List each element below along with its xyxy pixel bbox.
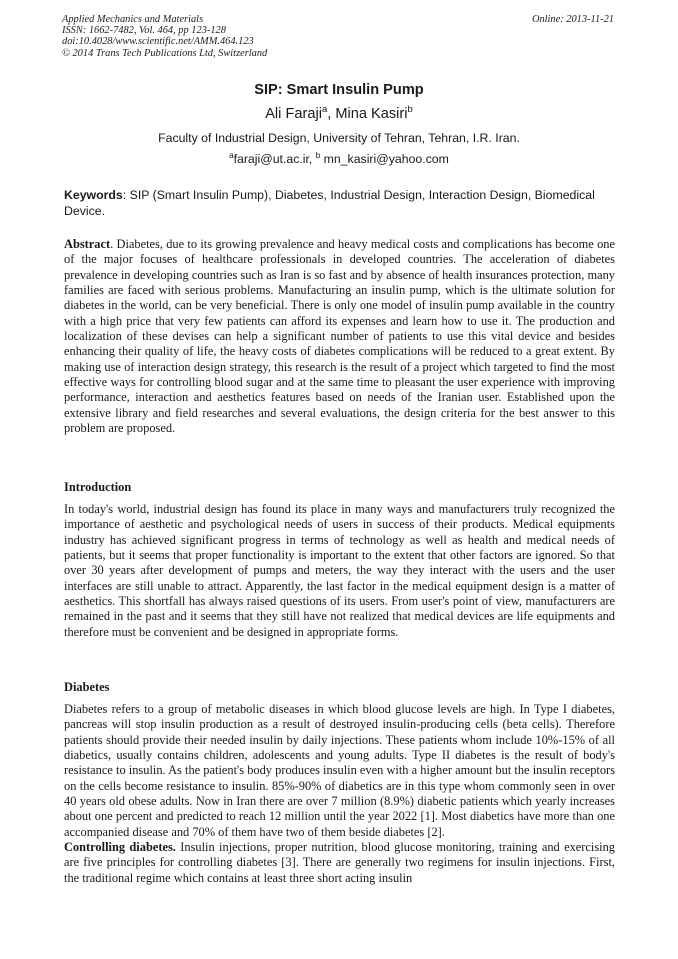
paper-title: SIP: Smart Insulin Pump <box>254 82 424 98</box>
diabetes-paragraph: Diabetes refers to a group of metabolic diseases in which blood glucose levels are high. In Type I diabetes, pancreas will stop insulin production as a result of destroyed insulin-producing cells (beta cells). Therefore patients should provide their needed insulin by daily injections. These patients whom include 10%-15% of all diabetics, usually contains children, adolescents and young adults. Type II diabetes is the result of body's resistance to insulin. As the patient's body produces insulin even with a higher amount but the insulin receptors on the cells become resistance to insulin. 85%-90% of diabetics are in this type whom commonly seen in over 40 years old obese adults. Now in Iran there are over 7 million (8.9%) diabetic patients which yearly increases about one percent and predicted to reach 12 million until the year 2022 [1]. Most diabetics have more than one accompanied disease and 70% of them have two of them beside diabetes [2]. <box>64 702 615 839</box>
keywords-label: Keywords <box>64 188 123 202</box>
author-name: Ali Faraji <box>265 106 322 122</box>
issn-line: ISSN: 1662-7482, Vol. 464, pp 123-128 <box>62 25 226 37</box>
email-address: faraji@ut.ac.ir, <box>233 152 316 166</box>
keywords-text: : SIP (Smart Insulin Pump), Diabetes, Industrial Design, Interaction Design, Biomedical Device. <box>64 188 595 218</box>
author-affil-mark: b <box>407 104 413 116</box>
doi-line: doi:10.4028/www.scientific.net/AMM.464.123 <box>62 36 254 48</box>
subsection-text: Insulin injections, proper nutrition, blood glucose monitoring, training and exercising are five principles for controlling diabetes [3]. There are generally two regimens for insulin injections. First, the traditional regime which contains at least three short acting insulin <box>64 840 616 885</box>
abstract-text: . Diabetes, due to its growing prevalence and heavy medical costs and complications has become one of the major focuses of healthcare professionals in developed countries. The acceleration of diabetes prevalence in developing countries such as Iran is so fast and by absence of health insurances protection, many families are faced with serious problems. Manufacturing an insulin pump, which is the ultimate solution for diabetes in the world, can be very beneficial. There is only one model of insulin pump available in the country with a high price that very few patients can afford its expenses and learn how to use it. The production and localization of these devises can help a significant number of patients to use this vital device and besides enhancing their quality of life, the heavy costs of diabetes complications will be reduced to a great extent. By making use of interaction design strategy, this research is the result of a project which targeted to find the most effective ways for controlling blood sugar and at the same time to pleasant the user experience with improving performance, interaction and aesthetics features based on needs of the Iranian user. Established upon the extensive library and field researches and several evaluations, the design criteria for the best answer to this problem are proposed. <box>64 237 615 436</box>
publication-meta <box>62 14 267 59</box>
journal-name: Applied Mechanics and Materials <box>62 14 204 25</box>
copyright-line: © 2014 Trans Tech Publications Ltd, Switzerland <box>62 47 268 59</box>
abstract <box>64 237 615 436</box>
online-date: Online: 2013-11-21 <box>531 14 614 25</box>
email-address: mn_kasiri@yahoo.com <box>320 152 449 166</box>
affiliation: Faculty of Industrial Design, University of Tehran, Tehran, I.R. Iran. <box>158 131 520 145</box>
author-line <box>0 105 678 123</box>
controlling-diabetes-paragraph <box>64 840 615 886</box>
email-line <box>0 151 678 167</box>
author-affil-mark: a <box>321 104 328 116</box>
email-affil-mark: b <box>315 150 321 160</box>
introduction-paragraph: In today's world, industrial design has found its place in many ways and manufacturers truly recognized the importance of aesthetic and psychological needs of users in success of their products. Medical equipments industry has achieved significant progress in terms of technology as well as health and medical needs of patients, but it seems that proper functionality is important to the extent that other factors are ignored. So that over 30 years after development of pumps and meters, the way they interact with the users and the user interfaces are still unable to attract. Apparently, the last factor in the medical equipment design is a matter of aesthetics. This shortfall has always raised questions of its users. From user's point of view, manufacturers are remained in the past and it seems that they still have not realized that medical devices are life equipments and therefore must be convenient and be designed in appropriate forms. <box>64 502 615 639</box>
diabetes-section-body <box>64 702 615 886</box>
abstract-label: Abstract <box>64 237 111 251</box>
subsection-lead: Controlling diabetes. <box>64 840 176 855</box>
author-name: Mina Kasiri <box>335 106 408 122</box>
keywords <box>64 187 615 219</box>
section-heading-introduction: Introduction <box>64 480 132 494</box>
author-separator: , <box>327 106 336 122</box>
section-heading-diabetes: Diabetes <box>64 680 110 694</box>
email-affil-mark: a <box>229 150 234 160</box>
